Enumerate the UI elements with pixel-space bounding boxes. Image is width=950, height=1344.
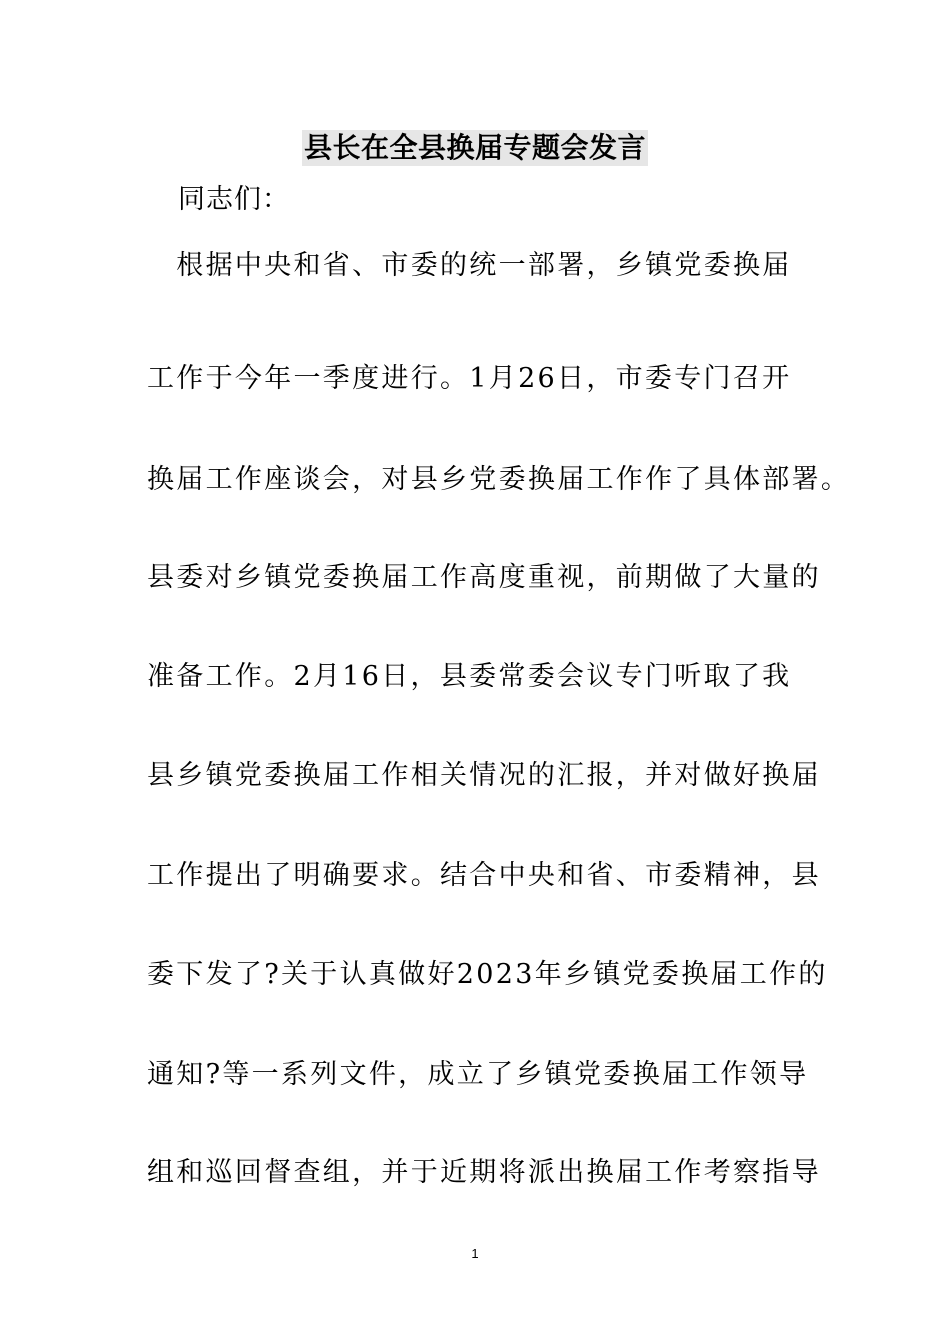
body-line: 县委对乡镇党委换届工作高度重视，前期做了大量的	[147, 562, 821, 593]
title-container	[0, 130, 950, 166]
body-line: 委下发了?关于认真做好2023年乡镇党委换届工作的	[147, 959, 828, 990]
body-line: 县乡镇党委换届工作相关情况的汇报，并对做好换届	[147, 760, 821, 791]
body-line: 组和巡回督查组，并于近期将派出换届工作考察指导	[147, 1157, 821, 1188]
page-number: 1	[471, 1246, 479, 1261]
document-title: 县长在全县换届专题会发言	[303, 131, 646, 164]
body-line: 准备工作。2月16日，县委常委会议专门听取了我	[147, 661, 792, 692]
salutation: 同志们：	[178, 184, 290, 215]
body-line: 工作于今年一季度进行。1月26日，市委专门召开	[147, 363, 792, 394]
body-line: 通知?等一系列文件，成立了乡镇党委换届工作领导	[147, 1059, 809, 1090]
body-line: 根据中央和省、市委的统一部署，乡镇党委换届	[147, 250, 792, 281]
body-line: 换届工作座谈会，对县乡党委换届工作作了具体部署。	[147, 464, 851, 495]
body-line: 工作提出了明确要求。结合中央和省、市委精神，县	[147, 860, 821, 891]
